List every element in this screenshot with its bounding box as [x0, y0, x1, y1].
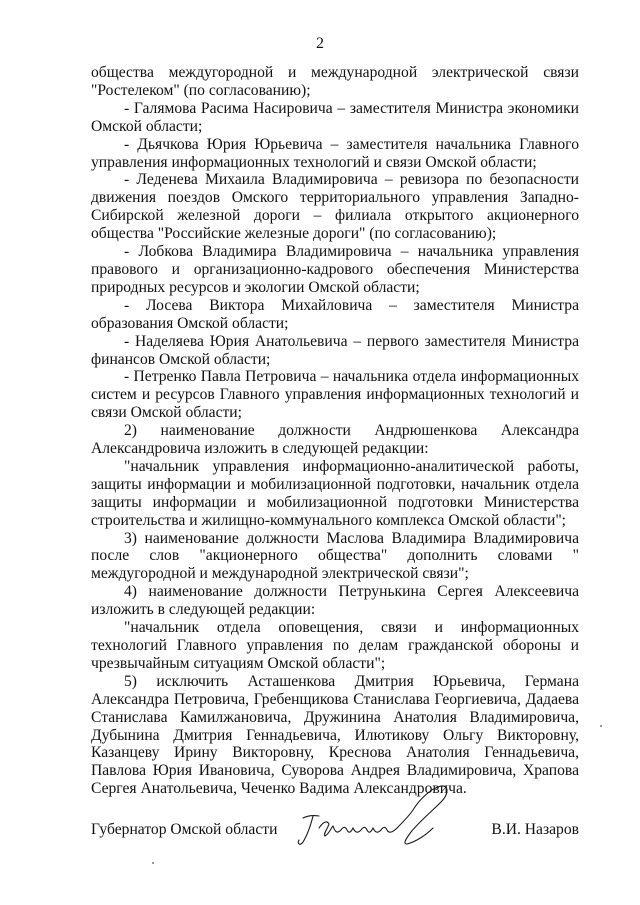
paragraph: общества междугородной и международной электрической связи "Ростелеком" (по согласованию);	[91, 64, 579, 99]
paragraph: - Галямова Расима Насировича – заместителя Министра экономики Омской области;	[91, 99, 579, 135]
signatory-name: В.И. Назаров	[491, 821, 579, 838]
scan-speck	[600, 725, 602, 727]
paragraph: - Наделяева Юрия Анатольевича – первого заместителя Министра финансов Омской области;	[91, 332, 579, 368]
paragraph: "начальник управления информационно-аналитической работы, защиты информации и мобилизационной подготовки, начальник отдела защиты информации и мобилизационной подготовки Министерства строительства и жилищно-коммунального комплекса Омской области";	[91, 457, 579, 529]
paragraph: 5) исключить Асташенкова Дмитрия Юрьевича, Германа Александра Петровича, Гребенщикова Станислава Георгиевича, Дадаева Станислава Камилжановича, Дружинина Анатолия Владимировича, Дубынина Дмитрия Геннадьевича, Илютикову Ольгу Викторовну, Казанцеву Ирину Викторовну, Креснова Анатолия Геннадьевича, Павлова Юрия Ивановича, Суворова Андрея Владимировича, Храпова Сергея Анатольевича, Чеченко Вадима Александровича.	[91, 672, 579, 798]
handwritten-signature	[291, 782, 471, 852]
paragraph: - Дьячкова Юрия Юрьевича – заместителя начальника Главного управления информационных технологий и связи Омской области;	[91, 135, 579, 171]
paragraph: - Леденева Михаила Владимировича – ревизора по безопасности движения поездов Омского территориального управления Западно-Сибирской железной дороги – филиала открытого акционерного общества "Российские железные дороги" (по согласованию);	[91, 171, 579, 243]
scan-speck	[152, 862, 154, 864]
signatory-title: Губернатор Омской области	[91, 821, 278, 838]
document-body	[91, 64, 579, 798]
paragraph: - Лосева Виктора Михайловича – заместителя Министра образования Омской области;	[91, 296, 579, 332]
paragraph: "начальник отдела оповещения, связи и информационных технологий Главного управления по делам гражданской обороны и чрезвычайным ситуациям Омской области";	[91, 619, 579, 672]
paragraph: 3) наименование должности Маслова Владимира Владимировича после слов "акционерного общества" дополнить словами " междугородной и международной электрической связи";	[91, 529, 579, 583]
page-number: 2	[316, 35, 324, 52]
paragraph: - Лобкова Владимира Владимировича – начальника управления правового и организационно-кадрового обеспечения Министерства природных ресурсов и экологии Омской области;	[91, 243, 579, 296]
signature-block	[91, 812, 579, 872]
paragraph: 2) наименование должности Андрюшенкова Александра Александровича изложить в следующей редакции:	[91, 422, 579, 458]
paragraph: 4) наименование должности Петрунькина Сергея Алексеевича изложить в следующей редакции:	[91, 583, 579, 619]
paragraph: - Петренко Павла Петровича – начальника отдела информационных систем и ресурсов Главного управления информационных технологий и связи Омской области;	[91, 368, 579, 422]
